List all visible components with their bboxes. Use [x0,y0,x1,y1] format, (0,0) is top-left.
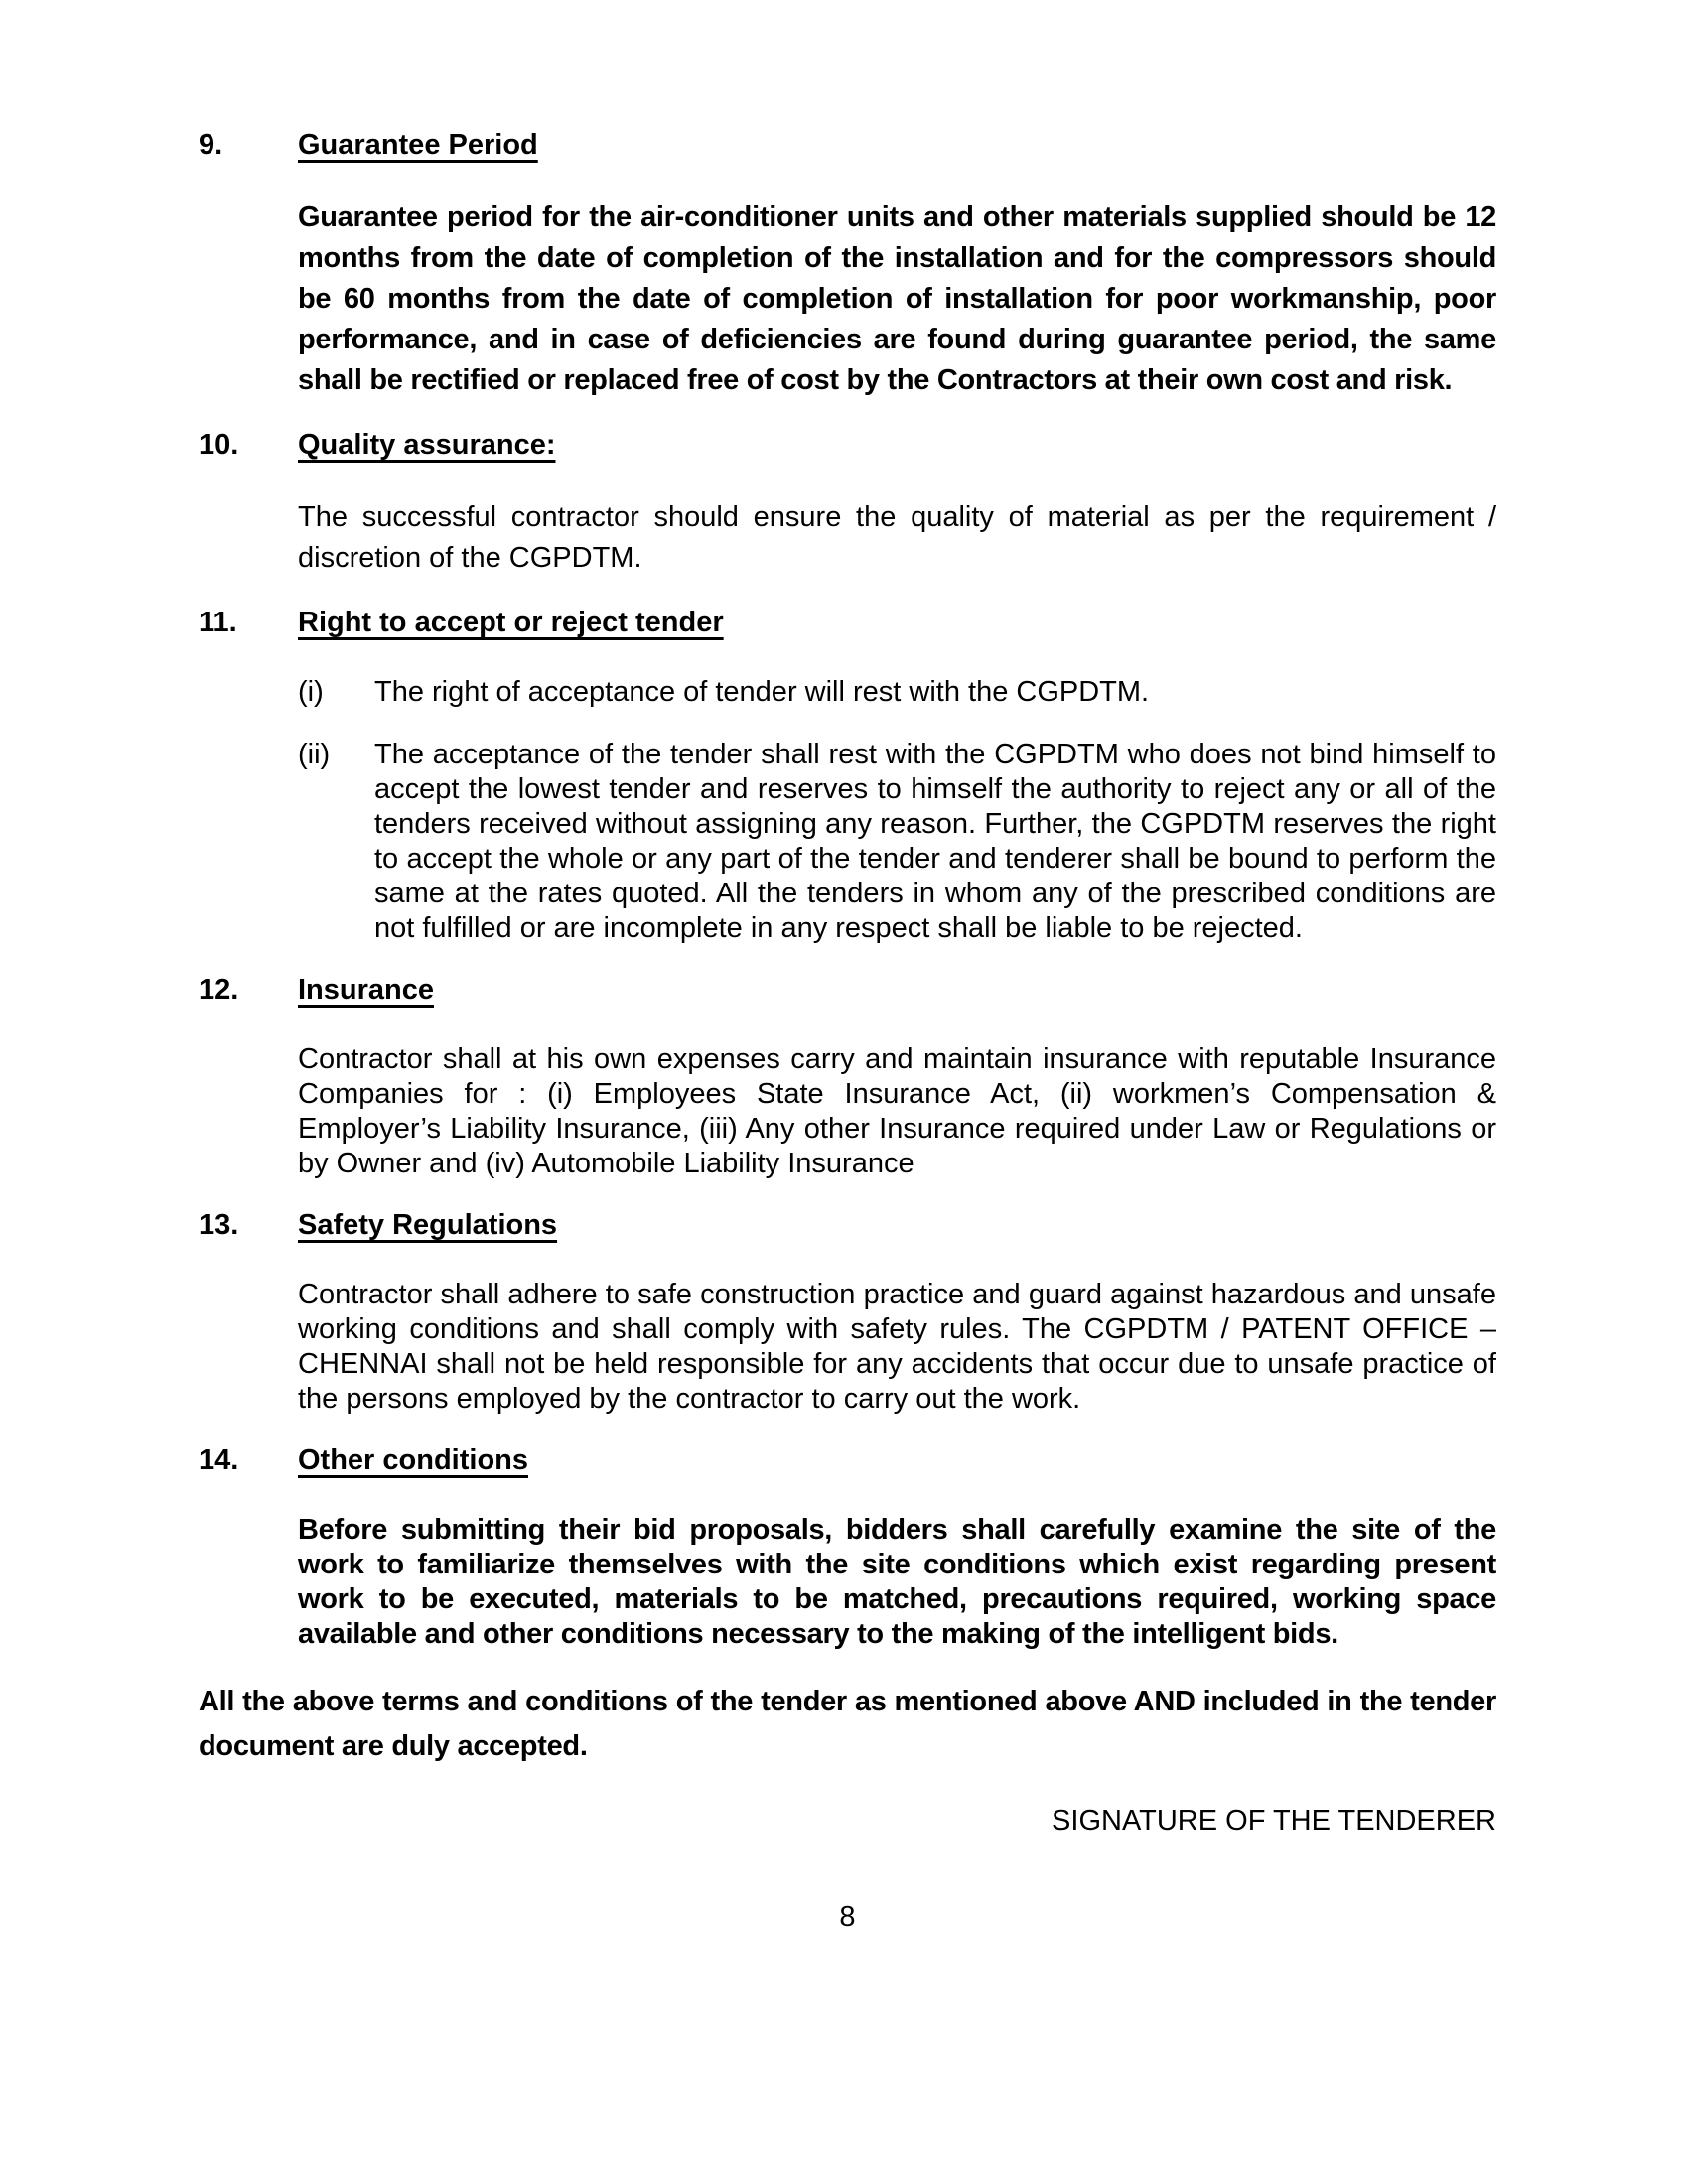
section-number: 9. [199,129,223,161]
section-paragraph: Guarantee period for the air-conditioner units and other materials supplied should be 12 months from the date of completion of the installation and for the compressors should be 60 months from the date of completion of installation for poor workmanship, poor performance, and in case of deficiencies are found during guarantee period, the same shall be rectified or replaced free of cost by the Contractors at their own cost and risk. [298,202,1496,396]
section-title: Safety Regulations [298,1209,558,1241]
section-paragraph: Contractor shall at his own expenses carry and maintain insurance with reputable Insurance Companies for : (i) Employees State Insurance Act, (ii) workmen’s Compensation & Employer’s Liability Insurance, (iii) Any other Insurance required under Law or Regulations or by Owner and (iv) Automobile Liability Insurance [298,1043,1496,1179]
section-other-conditions [199,1440,1496,1652]
section-number: 10. [199,429,239,461]
page-number: 8 [839,1901,856,1933]
section-paragraph: Contractor shall adhere to safe construction practice and guard against hazardous and unsafe working conditions and shall comply with safety rules. The CGPDTM / PATENT OFFICE – CHENNAI shall not be held responsible for any accidents that occur due to unsafe practice of the persons employed by the contractor to carry out the work. [298,1279,1496,1415]
list-item [298,738,1496,946]
section-heading-row [199,603,1496,643]
section-safety-regulations [199,1205,1496,1417]
list-item-marker: (i) [298,676,324,708]
section-number: 13. [199,1209,239,1241]
section-heading-row [199,125,1496,166]
section-title: Other conditions [298,1444,528,1476]
list-item-text: The acceptance of the tender shall rest with the CGPDTM who does not bind himself to accept the lowest tender and reserves to himself the authority to reject any or all of the tenders received without assigning any reason. Further, the CGPDTM reserves the right to accept the whole or any part of the tender and tenderer shall be bound to perform the same at the rates quoted. All the tenders in whom any of the prescribed conditions are not fulfilled or are incomplete in any respect shall be liable to be rejected. [374,739,1496,944]
section-insurance [199,970,1496,1181]
section-paragraph: The successful contractor should ensure the quality of material as per the requirement / discretion of the CGPDTM. [298,501,1496,574]
closing-statement: All the above terms and conditions of the tender as mentioned above AND included in the tender document are duly accepted. [199,1686,1496,1762]
list-item-text: The right of acceptance of tender will rest with the CGPDTM. [374,676,1150,708]
section-title: Guarantee Period [298,129,538,161]
section-guarantee-period [199,125,1496,401]
section-title: Right to accept or reject tender [298,607,724,638]
section-number: 11. [199,607,237,638]
section-heading-row [199,425,1496,466]
signature-line: SIGNATURE OF THE TENDERER [1052,1805,1496,1837]
section-heading-row [199,1440,1496,1481]
list-item [298,675,1496,710]
section-number: 12. [199,974,239,1006]
section-right-to-accept-or-reject [199,603,1496,946]
list-item-marker: (ii) [298,739,331,770]
section-paragraph: Before submitting their bid proposals, bidders shall carefully examine the site of the work to familiarize themselves with the site conditions which exist regarding present work to be executed, materials to be matched, precautions required, working space available and other conditions necessary to the making of the intelligent bids. [298,1514,1496,1650]
section-number: 14. [199,1444,239,1476]
section-heading-row [199,1205,1496,1246]
section-heading-row [199,970,1496,1011]
section-title: Quality assurance: [298,429,556,461]
section-quality-assurance [199,425,1496,579]
section-title: Insurance [298,974,434,1006]
